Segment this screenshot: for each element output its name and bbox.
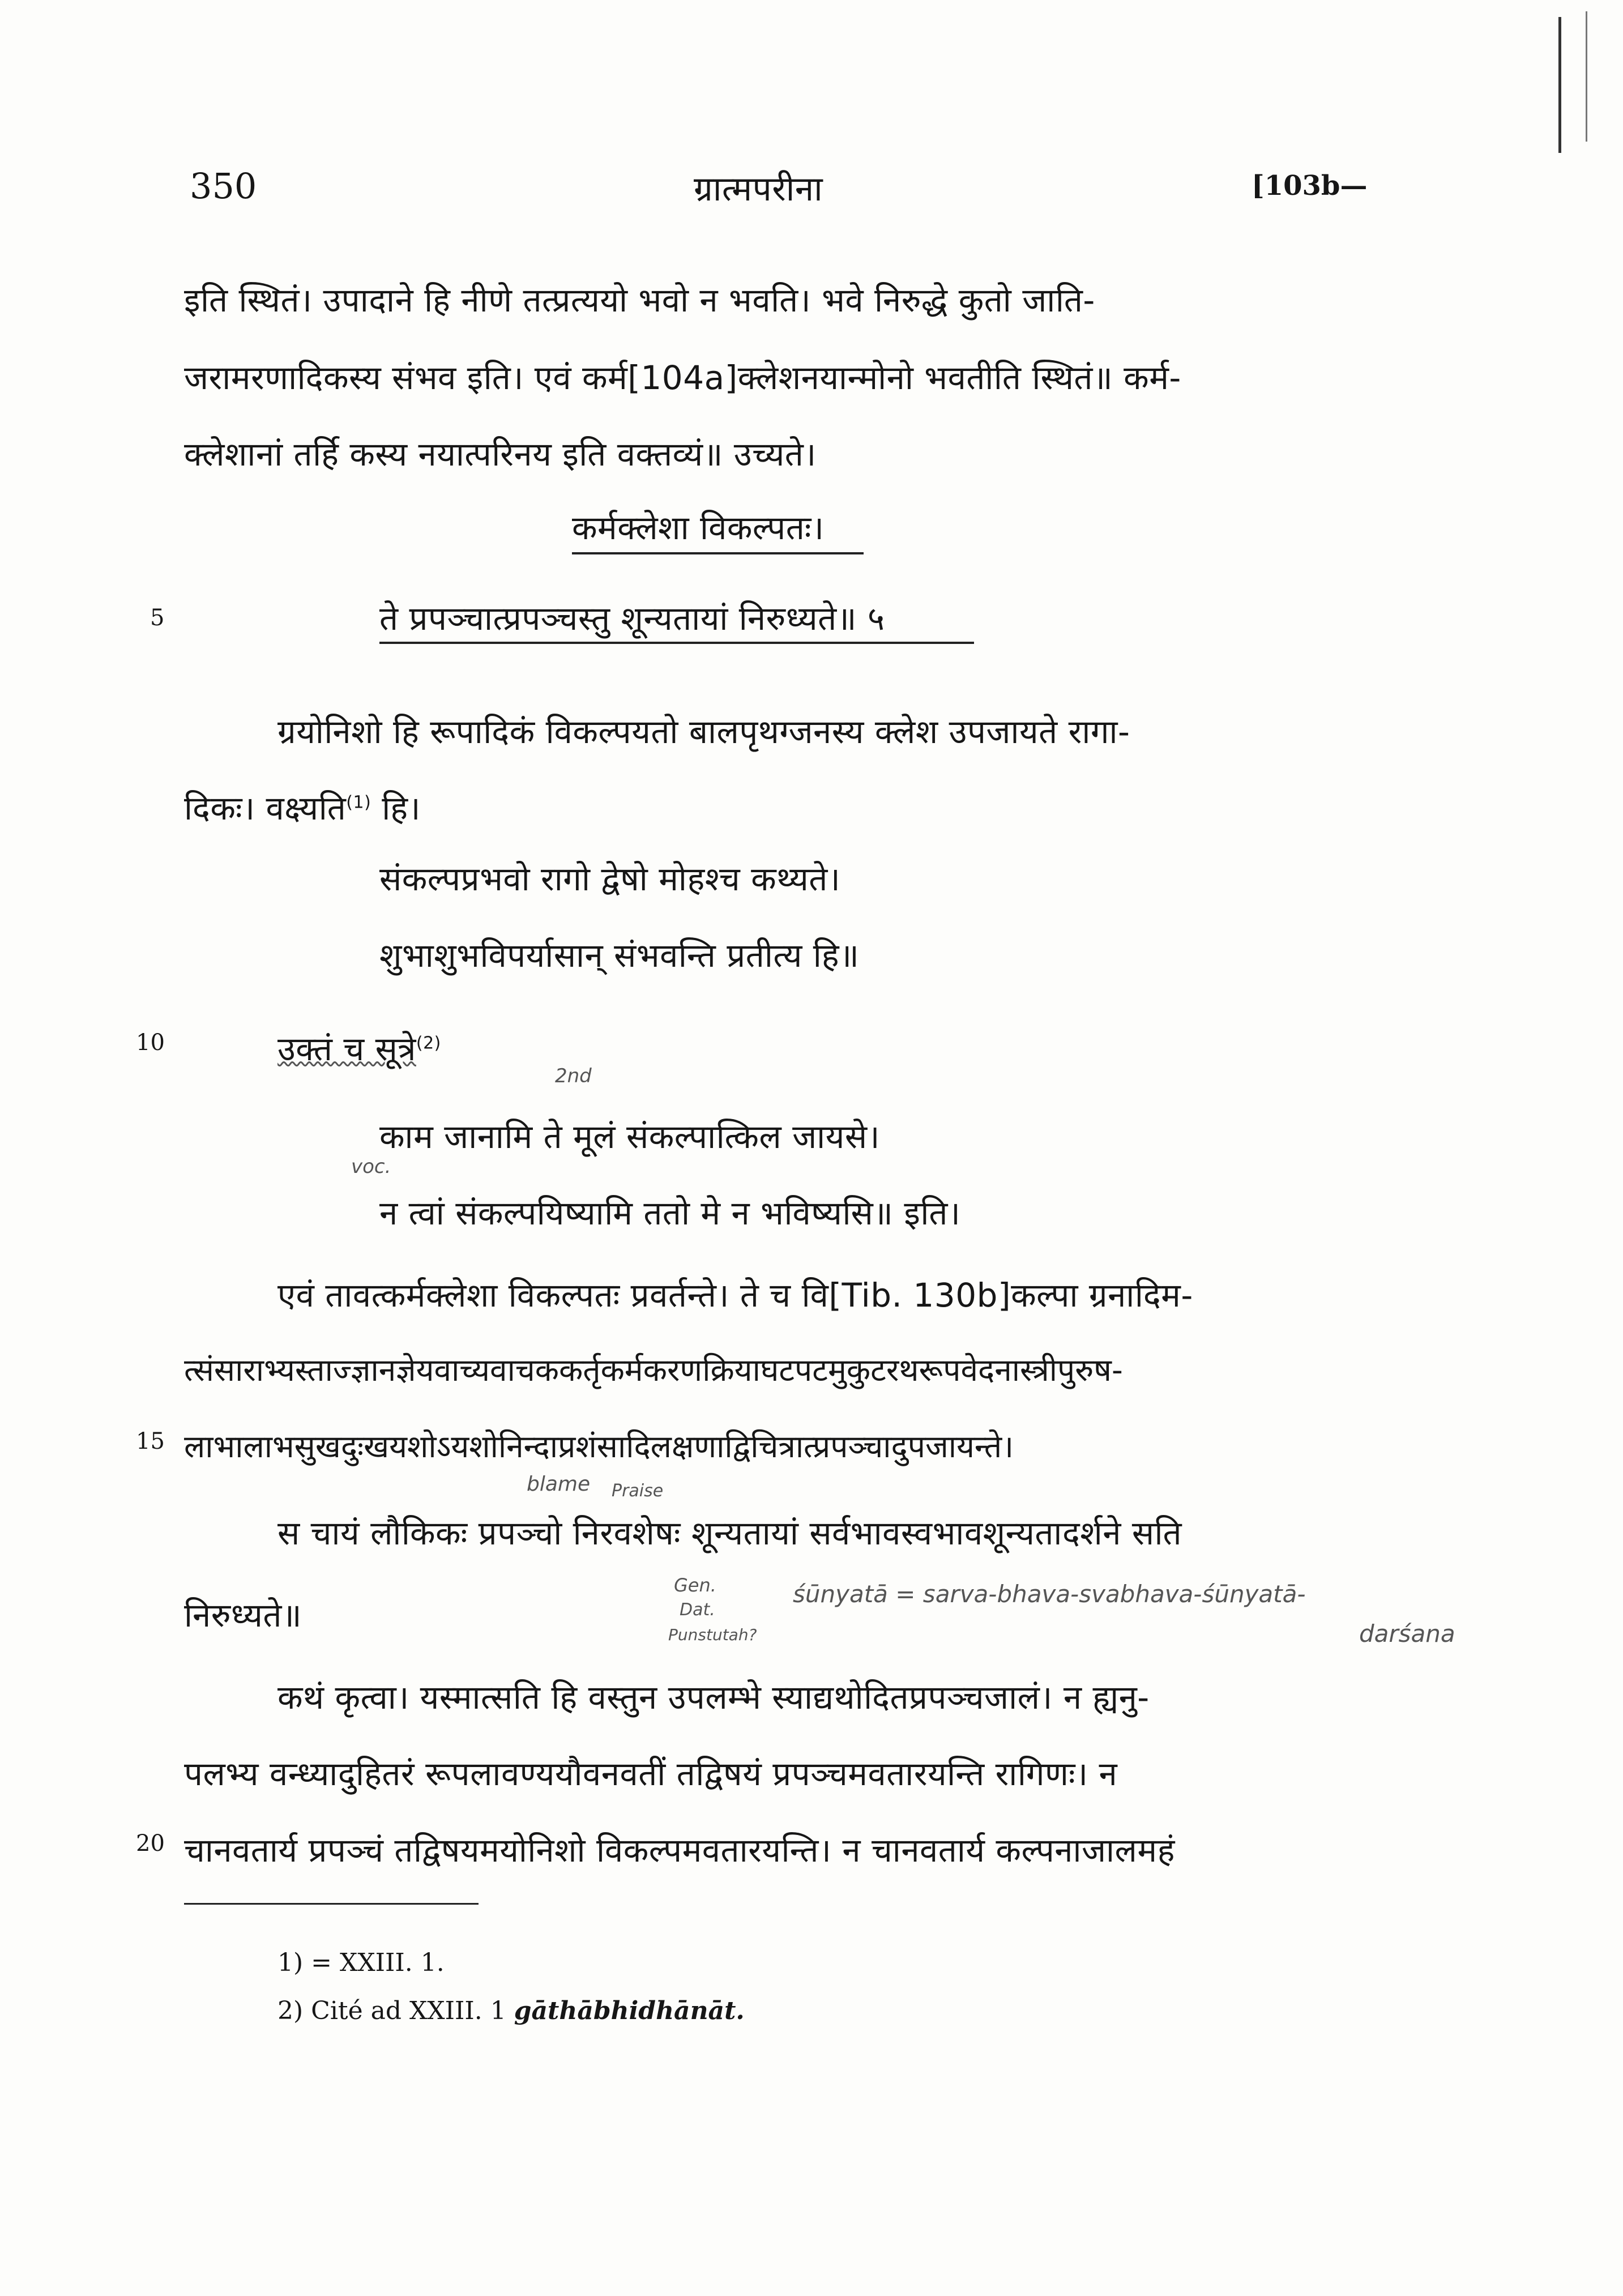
text-line: ग्रयोनिशो हि रूपादिकं विकल्पयतो बालपृथग्जनस्य क्लेश उपजायते रागा- — [277, 712, 1130, 751]
text-line — [184, 784, 421, 829]
running-title: ग्रात्मपरीना — [694, 169, 823, 209]
footnote-italic: gāthābhidhānāt. — [514, 1996, 745, 2025]
line-number: 5 — [150, 605, 165, 631]
scan-edge-mark — [1558, 17, 1561, 153]
handwritten-note: śūnyatā = sarva-bhava-svabhava-śūnyatā- — [793, 1580, 1306, 1608]
verse-underline — [572, 552, 864, 554]
text-line: लाभालाभसुखदुःखयशोऽयशोनिन्दाप्रशंसादिलक्षणाद्विचित्रात्प्रपञ्चादुपजायन्ते। — [184, 1428, 1014, 1465]
handwritten-note: Praise — [612, 1481, 664, 1501]
page-number: 350 — [190, 165, 257, 207]
verse-line: ते प्रपञ्चात्प्रपञ्चस्तु शून्यतायां निरुध्यते॥ ५ — [379, 599, 885, 638]
text-line: इति स्थितं। उपादाने हि नीणे तत्प्रत्ययो भवो न भवति। भवे निरुद्धे कुतो जाति- — [184, 281, 1095, 319]
text-span: उक्तं च सूत्रे — [277, 1030, 416, 1068]
handwritten-note: 2nd — [555, 1065, 592, 1087]
scan-edge-mark — [1586, 11, 1587, 142]
footnote-text: 2) Cité ad XXIII. 1 — [277, 1996, 514, 2025]
text-line: जरामरणादिकस्य संभव इति। एवं कर्म[104a]क्लेशनयान्मोनो भवतीति स्थितं॥ कर्म- — [184, 359, 1181, 397]
quote-line: काम जानामि ते मूलं संकल्पात्किल जायसे। — [379, 1117, 881, 1156]
folio-marker: [103b— — [1252, 170, 1368, 202]
handwritten-note: voc. — [351, 1155, 391, 1178]
footnote-separator — [184, 1903, 479, 1905]
handwritten-note: Dat. — [680, 1600, 715, 1620]
handwritten-note: blame — [527, 1473, 591, 1496]
verse-underline — [379, 642, 974, 644]
line-number: 20 — [136, 1830, 165, 1857]
text-line: त्संसाराभ्यस्ताज्ज्ञानज्ञेयवाच्यवाचककर्तृकर्मकरणक्रियाघटपटमुकुटरथरूपवेदनास्त्रीपुरुष- — [184, 1352, 1123, 1388]
text-line: क्लेशानां तर्हि कस्य नयात्परिनय इति वक्तव्यं॥ उच्यते। — [184, 435, 817, 473]
line-number: 15 — [136, 1428, 165, 1454]
text-span: हि। — [371, 789, 421, 827]
line-number: 10 — [136, 1030, 165, 1056]
handwritten-note: Punstutah? — [668, 1625, 757, 1644]
text-line: एवं तावत्कर्मक्लेशा विकल्पतः प्रवर्तन्ते। ते च वि[Tib. 130b]कल्पा ग्रनादिम- — [277, 1276, 1193, 1315]
handwritten-note: Gen. — [674, 1574, 716, 1596]
footnote — [277, 1996, 745, 2025]
text-span: दिकः। वक्ष्यति — [184, 789, 347, 827]
quote-line: संकल्पप्रभवो रागो द्वेषो मोहश्च कथ्यते। — [379, 860, 841, 898]
quote-line: शुभाशुभविपर्यासान् संभवन्ति प्रतीत्य हि॥ — [379, 936, 860, 975]
text-line: पलभ्य वन्ध्यादुहितरं रूपलावण्ययौवनवतीं तद्विषयं प्रपञ्चमवतारयन्ति रागिणः। न — [184, 1755, 1118, 1793]
footnote-ref: (1) — [346, 792, 371, 813]
text-line — [277, 1025, 441, 1070]
text-line: स चायं लौकिकः प्रपञ्चो निरवशेषः शून्यतायां सर्वभावस्वभावशून्यतादर्शने सति — [277, 1514, 1182, 1552]
text-line: निरुध्यते॥ — [184, 1596, 302, 1634]
verse-line: कर्मक्लेशा विकल्पतः। — [572, 509, 825, 547]
quote-line: न त्वां संकल्पयिष्यामि ततो मे न भविष्यसि॥ इति। — [379, 1194, 961, 1232]
footnote: 1) = XXIII. 1. — [277, 1948, 445, 1977]
handwritten-note: darśana — [1359, 1620, 1455, 1648]
text-line: चानवतार्य प्रपञ्चं तद्विषयमयोनिशो विकल्पमवतारयन्ति। न चानवतार्य कल्पनाजालमहं — [184, 1831, 1175, 1870]
footnote-ref: (2) — [416, 1033, 441, 1053]
text-line: कथं कृत्वा। यस्मात्सति हि वस्तुन उपलम्भे स्याद्यथोदितप्रपञ्चजालं। न ह्यनु- — [277, 1678, 1150, 1717]
